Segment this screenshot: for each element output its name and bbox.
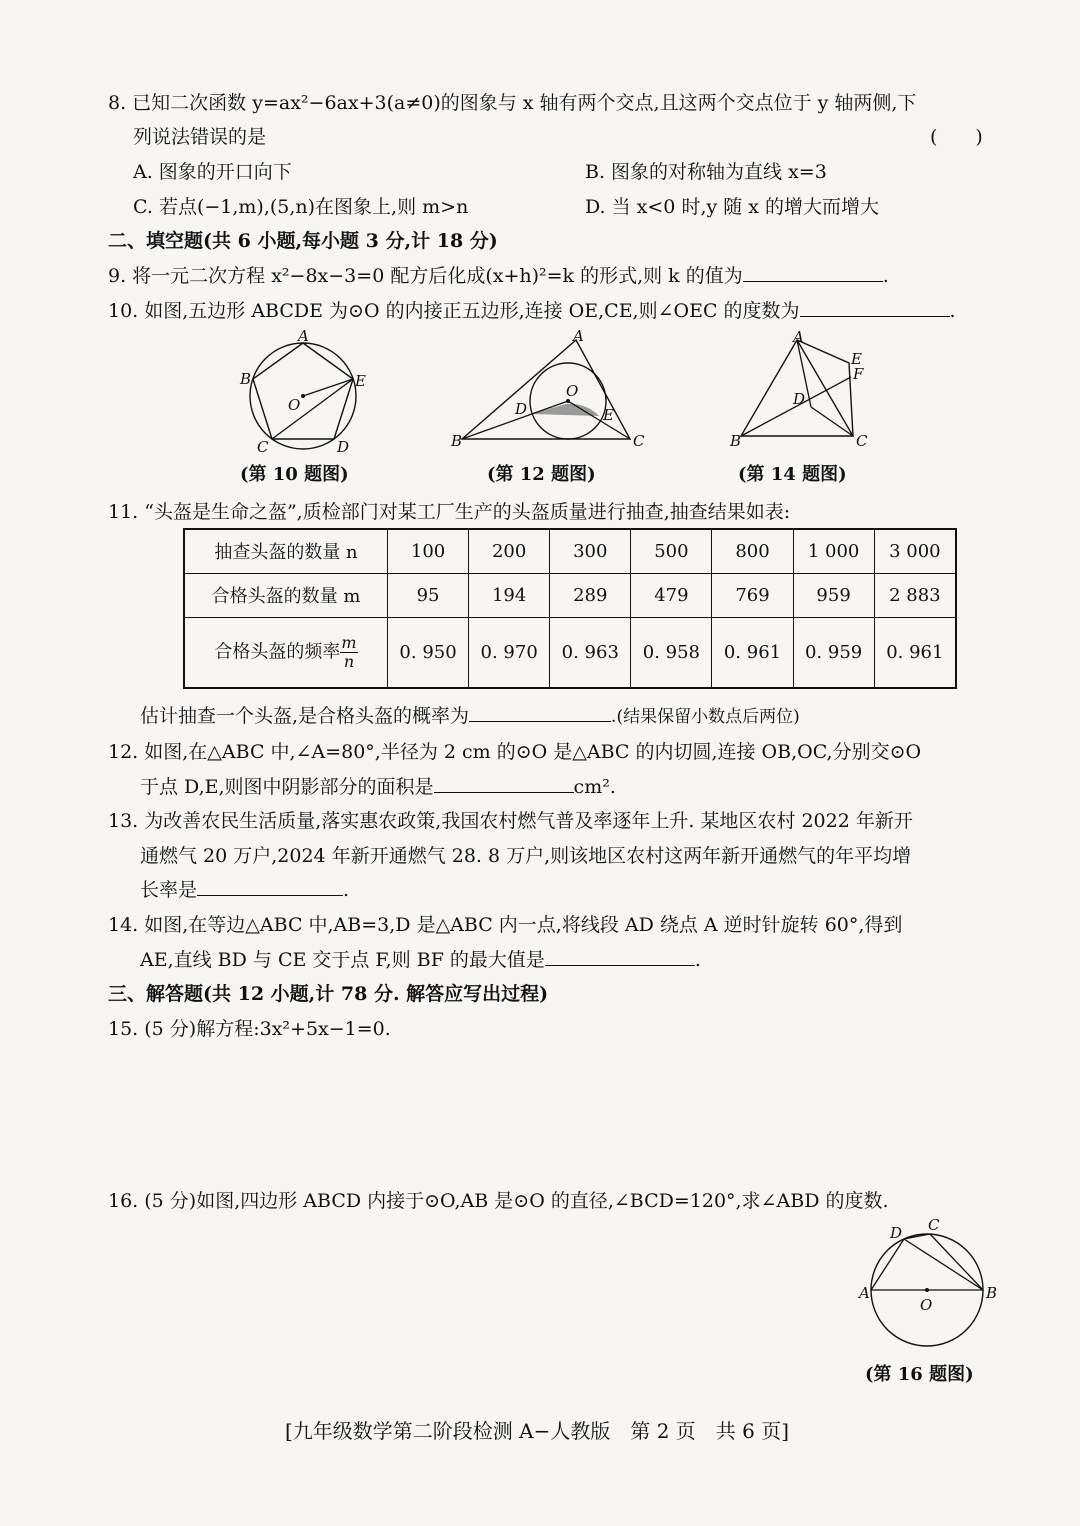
table-cell: 0. 970 bbox=[469, 617, 550, 688]
fig16-label-a: A bbox=[859, 1284, 870, 1302]
fig10-label-b: B bbox=[240, 370, 252, 388]
q11-after-text: 估计抽查一个头盔,是合格头盔的概率为 bbox=[140, 705, 470, 727]
table-cell: 500 bbox=[631, 529, 712, 573]
q8-line1: 8. 已知二次函数 y=ax²−6ax+3(a≠0)的图象与 x 轴有两个交点,且这两个交点位于 y 轴两侧,下 bbox=[108, 92, 917, 114]
figure-14 bbox=[727, 328, 877, 453]
fig10-label-o: O bbox=[288, 396, 301, 414]
q9 bbox=[108, 261, 889, 288]
q10-answer-blank[interactable] bbox=[800, 298, 950, 317]
fig12-label-e: E bbox=[603, 406, 614, 424]
fig16-label-b: B bbox=[986, 1284, 998, 1302]
q13-line3 bbox=[140, 875, 349, 902]
fig12-label-d: D bbox=[515, 400, 528, 418]
q10 bbox=[108, 296, 956, 323]
q8-option-d: D. 当 x<0 时,y 随 x 的增大而增大 bbox=[585, 196, 880, 218]
q14-line2 bbox=[140, 945, 701, 972]
fig14-label-f: F bbox=[853, 365, 864, 383]
table-row-m bbox=[184, 573, 956, 617]
table-cell: 2 883 bbox=[874, 573, 956, 617]
table-cell: 100 bbox=[388, 529, 469, 573]
q11-after bbox=[140, 701, 800, 728]
q13-line3-text: 长率是 bbox=[140, 879, 198, 901]
q8-answer-bracket: ( ) bbox=[930, 126, 983, 148]
table-row-n-label: 抽查头盔的数量 n bbox=[184, 529, 388, 573]
fig14-triangle bbox=[741, 340, 853, 436]
q8-line2: 列说法错误的是 bbox=[133, 126, 267, 148]
q16: 16. (5 分)如图,四边形 ABCD 内接于⊙O,AB 是⊙O 的直径,∠BCD=120°,求∠ABD 的度数. bbox=[108, 1190, 889, 1212]
fig16-label-d: D bbox=[890, 1224, 903, 1242]
q14-line1: 14. 如图,在等边△ABC 中,AB=3,D 是△ABC 内一点,将线段 AD 绕点 A 逆时针旋转 60°,得到 bbox=[108, 914, 903, 936]
table-cell: 95 bbox=[388, 573, 469, 617]
table-cell: 0. 950 bbox=[388, 617, 469, 688]
fig10-label-d: D bbox=[337, 438, 350, 453]
table-cell: 800 bbox=[712, 529, 793, 573]
fig14-label-d: D bbox=[793, 390, 806, 408]
fig10-label-e: E bbox=[355, 372, 366, 390]
q13-line2: 通燃气 20 万户,2024 年新开通燃气 28. 8 万户,则该地区农村这两年新开通燃气的年平均增 bbox=[140, 845, 912, 867]
figure-10 bbox=[235, 328, 375, 453]
fig12-segment-oc bbox=[568, 401, 630, 439]
q9-end: . bbox=[882, 265, 889, 287]
table-cell: 200 bbox=[469, 529, 550, 573]
q11-note: .(结果保留小数点后两位) bbox=[611, 707, 800, 727]
q14-line2-text: AE,直线 BD 与 CE 交于点 F,则 BF 的最大值是 bbox=[140, 949, 545, 971]
q11-answer-blank[interactable] bbox=[469, 703, 611, 722]
table-row-frequency-label bbox=[184, 617, 388, 688]
fig14-label-e: E bbox=[851, 350, 862, 368]
q9-answer-blank[interactable] bbox=[743, 263, 883, 282]
table-cell: 0. 963 bbox=[550, 617, 631, 688]
fig14-caption: (第 14 题图) bbox=[738, 464, 847, 485]
table-cell: 479 bbox=[631, 573, 712, 617]
table-cell: 0. 961 bbox=[712, 617, 793, 688]
q13-answer-blank[interactable] bbox=[197, 877, 343, 896]
table-cell: 194 bbox=[469, 573, 550, 617]
q12-line2-text: 于点 D,E,则图中阴影部分的面积是 bbox=[140, 776, 434, 798]
q10-text: 10. 如图,五边形 ABCDE 为⊙O 的内接正五边形,连接 OE,CE,则∠OEC 的度数为 bbox=[108, 300, 800, 322]
section-3-heading: 三、解答题(共 12 小题,计 78 分. 解答应写出过程) bbox=[108, 983, 549, 1005]
q12-line2 bbox=[140, 772, 616, 799]
fig10-label-c: C bbox=[257, 438, 269, 453]
page-footer: [九年级数学第二阶段检测 A−人教版 第 2 页 共 6 页] bbox=[285, 1419, 790, 1443]
q10-end: . bbox=[949, 300, 956, 322]
fraction-numerator: m bbox=[341, 632, 357, 652]
fig12-label-c: C bbox=[633, 432, 645, 450]
fig12-caption: (第 12 题图) bbox=[487, 464, 596, 485]
table-cell: 0. 959 bbox=[793, 617, 874, 688]
section-2-heading: 二、填空题(共 6 小题,每小题 3 分,计 18 分) bbox=[108, 230, 498, 252]
fig14-label-c: C bbox=[856, 432, 868, 450]
fraction-denominator: n bbox=[343, 651, 355, 671]
fig14-label-a: A bbox=[793, 328, 804, 346]
fig14-label-b: B bbox=[730, 432, 742, 450]
fig10-segment-oe bbox=[303, 379, 353, 396]
frequency-label-text: 合格头盔的频率 bbox=[214, 641, 341, 663]
q8-option-a: A. 图象的开口向下 bbox=[133, 161, 292, 183]
figure-16 bbox=[852, 1210, 1000, 1350]
table-cell: 769 bbox=[712, 573, 793, 617]
q11-frequency-table bbox=[183, 528, 957, 689]
table-cell: 0. 961 bbox=[874, 617, 956, 688]
fig10-caption: (第 10 题图) bbox=[240, 464, 349, 485]
table-row-n bbox=[184, 529, 956, 573]
q9-text: 9. 将一元二次方程 x²−8x−3=0 配方后化成(x+h)²=k 的形式,则 k 的值为 bbox=[108, 265, 743, 287]
q14-answer-blank[interactable] bbox=[545, 947, 695, 966]
fig16-label-c: C bbox=[928, 1216, 940, 1234]
q15: 15. (5 分)解方程:3x²+5x−1=0. bbox=[108, 1018, 391, 1040]
q8-option-c: C. 若点(−1,m),(5,n)在图象上,则 m>n bbox=[133, 196, 469, 218]
fig16-caption: (第 16 题图) bbox=[865, 1364, 974, 1385]
fig10-pentagon bbox=[253, 343, 353, 439]
table-cell: 1 000 bbox=[793, 529, 874, 573]
q12-answer-blank[interactable] bbox=[434, 774, 574, 793]
table-row-m-label: 合格头盔的数量 m bbox=[184, 573, 388, 617]
q13-end: . bbox=[343, 879, 350, 901]
fig16-label-o: O bbox=[920, 1296, 933, 1314]
fig16-center-dot bbox=[925, 1288, 929, 1292]
figure-12 bbox=[448, 328, 648, 453]
fig10-label-a: A bbox=[298, 328, 309, 345]
q13-line1: 13. 为改善农民生活质量,落实惠农政策,我国农村燃气普及率逐年上升. 某地区农村 2022 年新开 bbox=[108, 810, 913, 832]
fraction-m-over-n bbox=[340, 634, 357, 671]
table-cell: 959 bbox=[793, 573, 874, 617]
fig16-quadrilateral bbox=[871, 1234, 983, 1290]
q11-text: 11. “头盔是生命之盔”,质检部门对某工厂生产的头盔质量进行抽查,抽查结果如表: bbox=[108, 501, 791, 523]
q12-line1: 12. 如图,在△ABC 中,∠A=80°,半径为 2 cm 的⊙O 是△ABC 的内切圆,连接 OB,OC,分别交⊙O bbox=[108, 741, 922, 763]
table-cell: 289 bbox=[550, 573, 631, 617]
q8-option-b: B. 图象的对称轴为直线 x=3 bbox=[585, 161, 827, 183]
table-row-frequency bbox=[184, 617, 956, 688]
fig10-center-dot bbox=[301, 394, 305, 398]
q14-end: . bbox=[694, 949, 701, 971]
fig12-label-a: A bbox=[573, 328, 584, 345]
fig12-label-b: B bbox=[451, 432, 463, 450]
q12-unit: cm². bbox=[573, 776, 616, 798]
table-cell: 300 bbox=[550, 529, 631, 573]
fig12-label-o: O bbox=[566, 382, 579, 400]
table-cell: 0. 958 bbox=[631, 617, 712, 688]
fig16-diagonal-bd bbox=[904, 1239, 983, 1290]
fig10-segment-ce bbox=[272, 379, 353, 439]
fig14-segment-dc bbox=[811, 407, 853, 436]
table-cell: 3 000 bbox=[874, 529, 956, 573]
